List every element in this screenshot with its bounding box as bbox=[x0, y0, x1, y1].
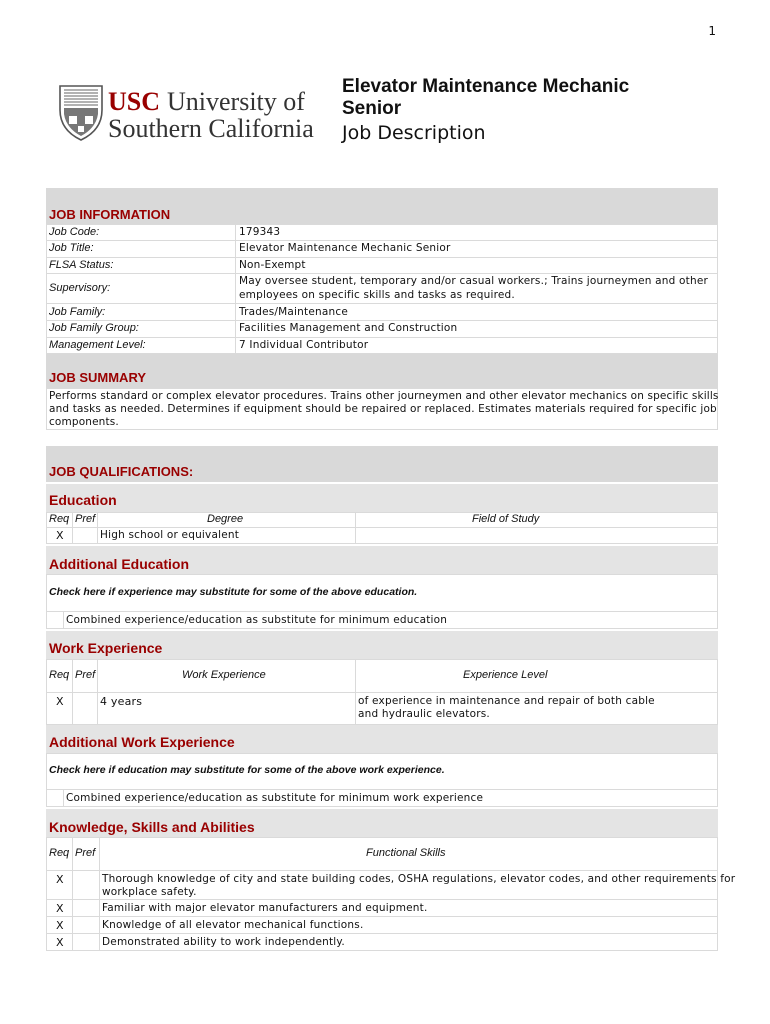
education-row-degree: High school or equivalent bbox=[100, 529, 240, 541]
additional-work-experience-check-text: Check here if education may substitute for some of the above work experience. bbox=[49, 764, 445, 776]
usc-seal-icon bbox=[56, 80, 326, 142]
job-summary-heading: JOB SUMMARY bbox=[49, 370, 147, 385]
ksa-row-req-mark: X bbox=[56, 873, 64, 886]
svg-text:University of: University of bbox=[167, 87, 305, 116]
work-experience-row-req-mark: X bbox=[56, 695, 64, 708]
job-title-label: Job Title: bbox=[49, 242, 94, 254]
work-experience-col-pref: Pref bbox=[75, 669, 96, 681]
ksa-heading: Knowledge, Skills and Abilities bbox=[49, 819, 255, 835]
job-summary-line3: components. bbox=[49, 416, 119, 428]
education-band bbox=[46, 484, 718, 512]
ksa-row-req-mark: X bbox=[56, 902, 64, 915]
svg-text:Southern California: Southern California bbox=[108, 114, 314, 142]
job-code-value: 179343 bbox=[239, 226, 281, 238]
job-summary-line1: Performs standard or complex elevator procedures. Trains other journeymen and other elevator mechanics on specific skills bbox=[49, 390, 719, 402]
management-level-label: Management Level: bbox=[49, 339, 146, 351]
additional-work-experience-checkbox[interactable] bbox=[63, 789, 64, 807]
supervisory-value-line2: employees on specific skills and tasks as required. bbox=[239, 289, 515, 301]
ksa-row-req-mark: X bbox=[56, 936, 64, 949]
job-code-label: Job Code: bbox=[49, 226, 100, 238]
job-summary-line2: and tasks as needed. Determines if equipment should be repaired or replaced. Estimates materials required for specific job bbox=[49, 403, 717, 415]
work-experience-row-level-line2: and hydraulic elevators. bbox=[358, 708, 490, 720]
education-col-field: Field of Study bbox=[472, 513, 540, 525]
ksa-row-text-line1: Demonstrated ability to work independently. bbox=[102, 936, 345, 948]
job-title-heading: Elevator Maintenance Mechanic Senior bbox=[342, 76, 630, 119]
job-family-group-label: Job Family Group: bbox=[49, 322, 139, 334]
supervisory-value-line1: May oversee student, temporary and/or casual workers.; Trains journeymen and other bbox=[239, 275, 709, 287]
additional-education-heading: Additional Education bbox=[49, 556, 189, 572]
job-family-value: Trades/Maintenance bbox=[239, 306, 348, 318]
additional-work-experience-option: Combined experience/education as substitute for minimum work experience bbox=[66, 792, 484, 804]
management-level-value: 7 Individual Contributor bbox=[239, 339, 369, 351]
ksa-row-text-line1: Thorough knowledge of city and state building codes, OSHA regulations, elevator codes, and other requirements for bbox=[102, 873, 736, 885]
work-experience-row-level-line1: of experience in maintenance and repair of both cable bbox=[358, 695, 655, 707]
job-summary-band bbox=[46, 354, 718, 388]
logo-usc-text: USC bbox=[108, 87, 161, 116]
job-family-label: Job Family: bbox=[49, 306, 106, 318]
work-experience-row-years: 4 years bbox=[100, 695, 143, 708]
job-qualifications-heading: JOB QUALIFICATIONS: bbox=[49, 464, 194, 479]
ksa-row-req-mark: X bbox=[56, 919, 64, 932]
flsa-status-value: Non-Exempt bbox=[239, 259, 306, 271]
education-col-pref: Pref bbox=[75, 513, 96, 525]
ksa-col-skills: Functional Skills bbox=[366, 847, 446, 859]
usc-logo bbox=[56, 80, 326, 142]
work-experience-col-level: Experience Level bbox=[463, 669, 548, 681]
job-information-heading: JOB INFORMATION bbox=[49, 207, 171, 222]
education-col-req: Req bbox=[49, 513, 70, 525]
additional-education-checkbox[interactable] bbox=[63, 611, 64, 629]
flsa-status-label: FLSA Status: bbox=[49, 259, 114, 271]
education-col-degree: Degree bbox=[207, 513, 244, 525]
job-family-group-value: Facilities Management and Construction bbox=[239, 322, 458, 334]
doc-type-heading: Job Description bbox=[342, 122, 486, 144]
additional-education-check-text: Check here if experience may substitute for some of the above education. bbox=[49, 586, 418, 598]
additional-work-experience-heading: Additional Work Experience bbox=[49, 734, 235, 750]
education-row-req-mark: X bbox=[56, 529, 64, 542]
education-heading: Education bbox=[49, 492, 117, 508]
work-experience-heading: Work Experience bbox=[49, 640, 163, 656]
ksa-row-text-line1: Familiar with major elevator manufacturers and equipment. bbox=[102, 902, 428, 914]
supervisory-label: Supervisory: bbox=[49, 282, 111, 294]
job-title-value: Elevator Maintenance Mechanic Senior bbox=[239, 242, 451, 254]
work-experience-col-req: Req bbox=[49, 669, 70, 681]
ksa-col-pref: Pref bbox=[75, 847, 96, 859]
ksa-row-text-line2: workplace safety. bbox=[102, 886, 197, 898]
work-experience-col-experience: Work Experience bbox=[182, 669, 266, 681]
ksa-col-req: Req bbox=[49, 847, 70, 859]
page-number: 1 bbox=[708, 24, 716, 38]
additional-education-option: Combined experience/education as substitute for minimum education bbox=[66, 614, 448, 626]
ksa-row-text-line1: Knowledge of all elevator mechanical functions. bbox=[102, 919, 364, 931]
